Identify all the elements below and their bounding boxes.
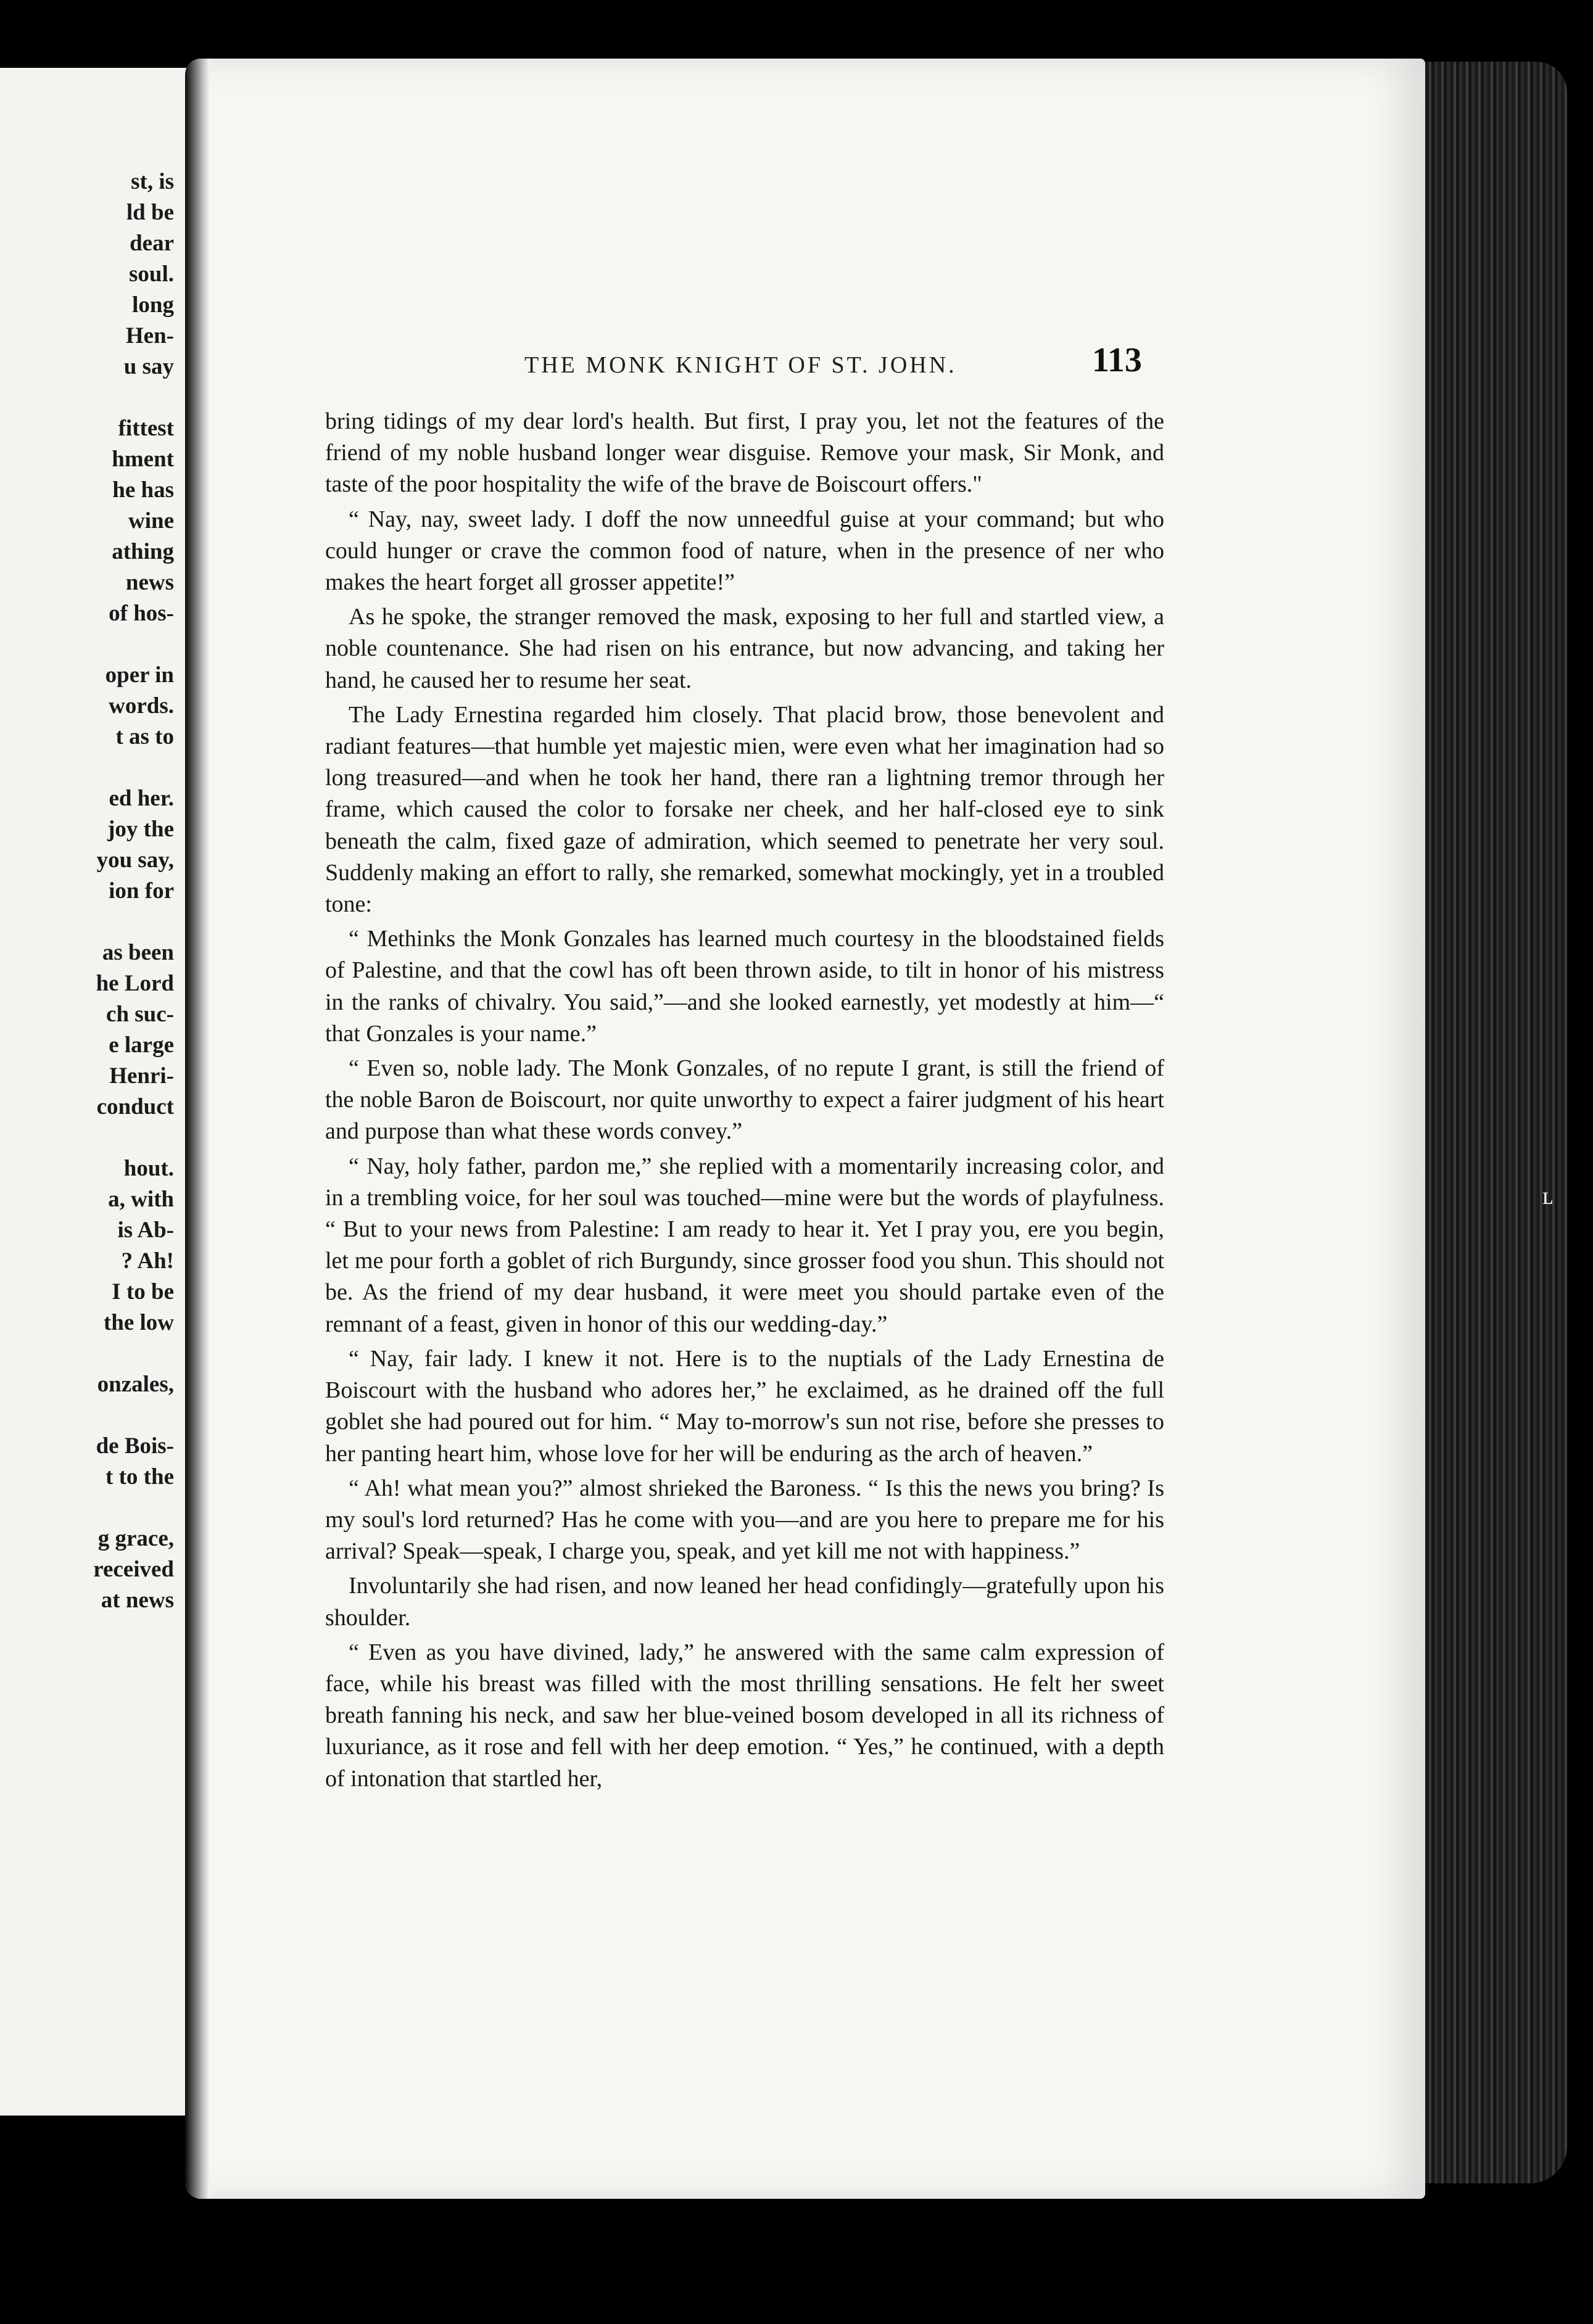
left-page-line: athing: [112, 539, 174, 564]
left-page-line: st, is: [131, 169, 174, 194]
left-page-line: ed her.: [109, 786, 174, 811]
left-page-line: e large: [109, 1032, 174, 1058]
page-edges: [1401, 62, 1567, 2183]
left-page-line: news: [125, 570, 174, 595]
page-number: 113: [1092, 341, 1142, 379]
left-page-line: oper in: [105, 662, 174, 688]
left-page-line: is Ab-: [117, 1218, 174, 1243]
left-page-line: u say: [123, 354, 174, 379]
left-page-line: he has: [112, 477, 174, 503]
left-page-line: onzales,: [97, 1372, 174, 1397]
left-page-line: dear: [130, 231, 174, 256]
left-page-line: joy the: [107, 817, 174, 842]
body-text: [325, 406, 1164, 1798]
left-page-line: de Bois-: [96, 1433, 174, 1459]
paragraph: bring tidings of my dear lord's health. But first, I pray you, let not the features of the friend of my noble husband longer wear disguise. Remove your mask, Sir Monk, and taste of the poor hospitality the wife of the brave de Boiscourt offers.": [325, 408, 1164, 498]
paragraph: Involuntarily she had risen, and now leaned her head confidingly—gratefully upon his shoulder.: [325, 1573, 1164, 1631]
paragraph: “ Even so, noble lady. The Monk Gonzales, of no repute I grant, is still the friend of the noble Baron de Boiscourt, nor quite unworthy to expect a fairer judgment of his heart and purpose than what these words convey.”: [325, 1055, 1164, 1145]
left-page-line: wine: [128, 508, 174, 534]
left-page-line: ch suc-: [106, 1002, 174, 1027]
left-page-line: ion for: [109, 878, 174, 904]
left-page-line: received: [93, 1557, 174, 1582]
paragraph: “ Nay, nay, sweet lady. I doff the now unneedful guise at your command; but who could hunger or crave the common food of nature, when in the presence of ner who makes the heart forget all grosser appetite!”: [325, 506, 1164, 596]
left-page-line: t to the: [106, 1464, 174, 1490]
page-gutter: [185, 59, 210, 2199]
left-page-line: g grace,: [97, 1526, 174, 1551]
paragraph: “ Nay, holy father, pardon me,” she replied with a momentarily increasing color, and in a trembling voice, for her soul was touched—mine were but the words of playfulness. “ But to your news from Palestine: I am ready to hear it. Yet I pray you, ere you begin, let me pour forth a goblet of rich Burgundy, since grosser food you shun. This should not be. As the friend of my dear husband, it were meet you should partake even of the remnant of a feast, given in honor of this our wedding-day.”: [325, 1153, 1164, 1337]
left-page-line: ? Ah!: [121, 1248, 174, 1274]
paragraph: “ Ah! what mean you?” almost shrieked the Baroness. “ Is this the news you bring? Is my soul's lord returned? Has he come with you—and are you here to prepare me for his arrival? Speak—speak, I charge you, speak, and yet kill me not with happiness.”: [325, 1475, 1164, 1565]
paragraph: As he spoke, the stranger removed the mask, exposing to her full and startled view, a noble countenance. She had risen on his entrance, but now advancing, and taking her hand, he caused her to resume her seat.: [325, 604, 1164, 693]
left-page-line: hout.: [123, 1156, 174, 1181]
left-page-line: Henri-: [109, 1063, 174, 1089]
paragraph: “ Methinks the Monk Gonzales has learned much courtesy in the bloodstained fields of Palestine, and that the cowl has oft been thrown aside, to tilt in honor of his mistress in the ranks of chivalry. You said,”—and she looked earnestly, yet modestly at him—“ that Gonzales is your name.”: [325, 926, 1164, 1047]
left-page-line: Hen-: [125, 323, 174, 348]
left-page-line: long: [132, 292, 174, 318]
left-page-line: t as to: [115, 724, 174, 749]
left-page-line: soul.: [128, 262, 174, 287]
paragraph: The Lady Ernestina regarded him closely. That placid brow, those benevolent and radiant features—that humble yet majestic mien, were even what her imagination had so long treasured—and when he took her hand, there ran a lightning tremor through her frame, which caused the color to forsake ner cheek, and her half-closed eye to sink beneath the calm, fixed gaze of admiration, which seemed to penetrate her very soul. Suddenly making an effort to rally, she remarked, somewhat mockingly, yet in a troubled tone:: [325, 701, 1164, 918]
left-page-line: fittest: [118, 416, 174, 441]
left-page-line: the low: [103, 1310, 174, 1335]
paragraph: “ Even as you have divined, lady,” he answered with the same calm expression of face, while his breast was filled with the most thrilling sensations. He felt her sweet breath fanning his neck, and saw her blue-veined bosom developed in all its richness of luxuriance, as it rose and fell with her deep emotion. “ Yes,” he continued, with a depth of intonation that startled her,: [325, 1639, 1164, 1792]
left-page-line: he Lord: [96, 971, 174, 996]
left-page-line: as been: [102, 940, 174, 965]
left-page-line: at news: [101, 1588, 174, 1613]
running-head: THE MONK KNIGHT OF ST. JOHN.: [524, 352, 957, 378]
paragraph: “ Nay, fair lady. I knew it not. Here is to the nuptials of the Lady Ernestina de Boiscourt with the husband who adores her,” he exclaimed, as he drained off the full goblet she had poured out for him. “ May to-morrow's sun not rise, before she presses to her panting heart him, whose love for her will be enduring as the arch of heaven.”: [325, 1345, 1164, 1467]
left-page-line: of hos-: [109, 601, 174, 626]
left-page-line: conduct: [96, 1094, 174, 1119]
left-page-line: words.: [109, 693, 174, 719]
left-page-fragment: [0, 68, 204, 2116]
left-page-line: a, with: [108, 1187, 174, 1212]
left-page-line: I to be: [112, 1279, 174, 1304]
left-page-line: ld be: [126, 200, 174, 225]
left-page-line: hment: [112, 447, 174, 472]
left-page-line: you say,: [96, 847, 174, 873]
margin-mark: ʟ: [1542, 1182, 1554, 1209]
